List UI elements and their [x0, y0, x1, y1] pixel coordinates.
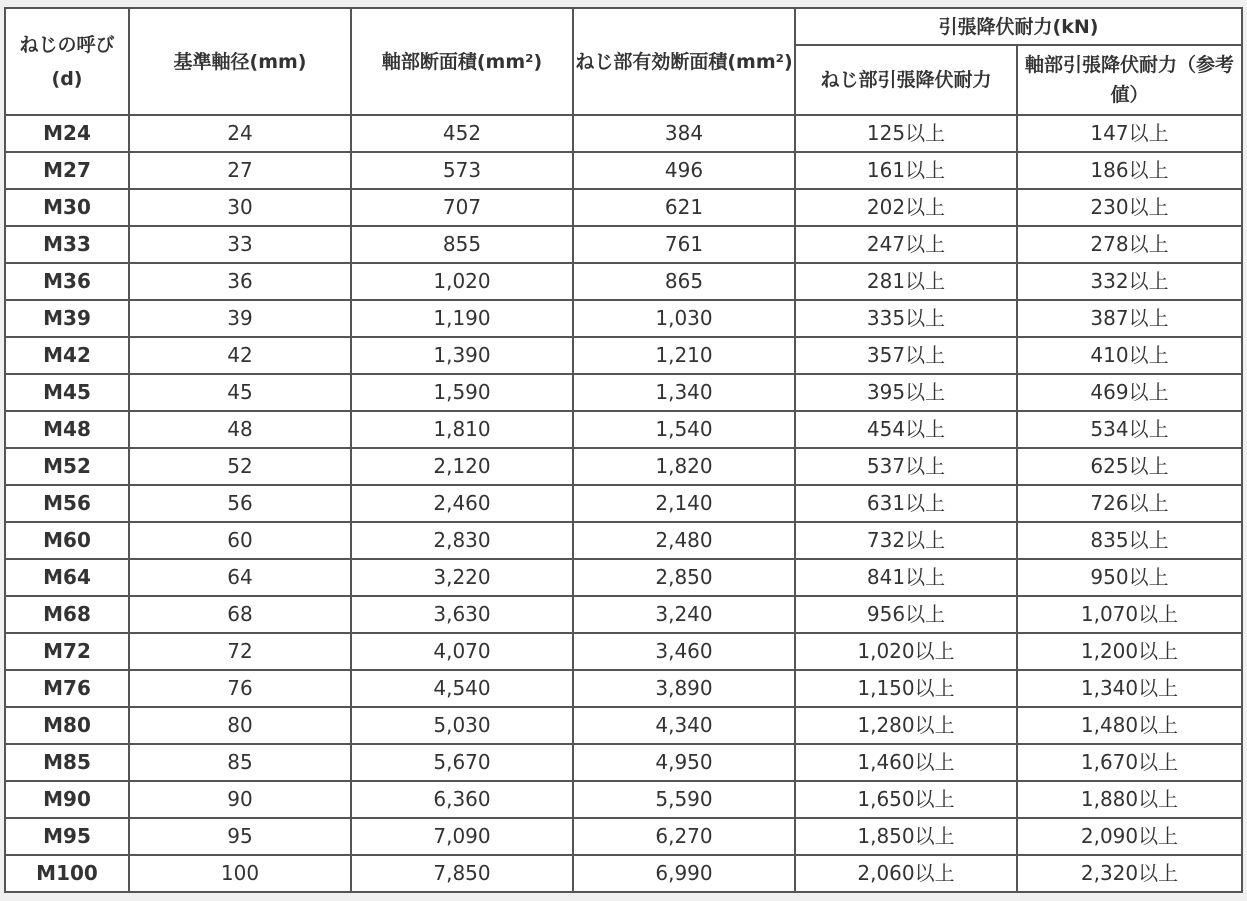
- table-cell: 27: [129, 152, 351, 189]
- table-cell: 72: [129, 633, 351, 670]
- table-row: [5, 189, 1242, 226]
- table-cell: 202以上: [795, 189, 1017, 226]
- table-cell: 2,320以上: [1017, 855, 1242, 892]
- table-cell: 384: [573, 115, 795, 152]
- header-diameter: 基準軸径(mm): [129, 8, 351, 115]
- table-cell: 247以上: [795, 226, 1017, 263]
- table-cell: 454以上: [795, 411, 1017, 448]
- table-cell: 7,850: [351, 855, 573, 892]
- table-cell: 534以上: [1017, 411, 1242, 448]
- row-nominal-cell: M95: [5, 818, 129, 855]
- row-nominal-cell: M45: [5, 374, 129, 411]
- table-row: [5, 226, 1242, 263]
- table-cell: 761: [573, 226, 795, 263]
- header-thread-area: ねじ部有効断面積(mm²): [573, 8, 795, 115]
- header-thread-yield: ねじ部引張降伏耐力: [795, 45, 1017, 115]
- table-cell: 855: [351, 226, 573, 263]
- table-row: [5, 559, 1242, 596]
- table-cell: 707: [351, 189, 573, 226]
- table-cell: 1,340: [573, 374, 795, 411]
- table-cell: 1,810: [351, 411, 573, 448]
- table-cell: 2,060以上: [795, 855, 1017, 892]
- table-cell: 841以上: [795, 559, 1017, 596]
- table-cell: 387以上: [1017, 300, 1242, 337]
- table-cell: 2,480: [573, 522, 795, 559]
- table-cell: 950以上: [1017, 559, 1242, 596]
- table-row: [5, 374, 1242, 411]
- table-row: [5, 448, 1242, 485]
- table-cell: 469以上: [1017, 374, 1242, 411]
- table-cell: 3,890: [573, 670, 795, 707]
- table-cell: 1,070以上: [1017, 596, 1242, 633]
- table-header: [5, 8, 1242, 115]
- row-nominal-cell: M76: [5, 670, 129, 707]
- bolt-spec-table: [4, 7, 1243, 893]
- table-row: [5, 115, 1242, 152]
- table-row: [5, 670, 1242, 707]
- table-cell: 2,460: [351, 485, 573, 522]
- table-cell: 281以上: [795, 263, 1017, 300]
- table-cell: 1,150以上: [795, 670, 1017, 707]
- table-cell: 95: [129, 818, 351, 855]
- table-cell: 1,340以上: [1017, 670, 1242, 707]
- row-nominal-cell: M60: [5, 522, 129, 559]
- table-cell: 186以上: [1017, 152, 1242, 189]
- row-nominal-cell: M80: [5, 707, 129, 744]
- row-nominal-cell: M72: [5, 633, 129, 670]
- table-cell: 2,140: [573, 485, 795, 522]
- table-cell: 5,670: [351, 744, 573, 781]
- table-cell: 4,340: [573, 707, 795, 744]
- table-cell: 100: [129, 855, 351, 892]
- row-nominal-cell: M52: [5, 448, 129, 485]
- table-cell: 1,200以上: [1017, 633, 1242, 670]
- row-nominal-cell: M42: [5, 337, 129, 374]
- row-nominal-cell: M24: [5, 115, 129, 152]
- table-row: [5, 707, 1242, 744]
- table-row: [5, 855, 1242, 892]
- table-row: [5, 485, 1242, 522]
- row-nominal-cell: M56: [5, 485, 129, 522]
- table-cell: 1,030: [573, 300, 795, 337]
- table-cell: 2,850: [573, 559, 795, 596]
- table-row: [5, 781, 1242, 818]
- table-cell: 732以上: [795, 522, 1017, 559]
- table-cell: 6,360: [351, 781, 573, 818]
- table-cell: 1,670以上: [1017, 744, 1242, 781]
- row-nominal-cell: M27: [5, 152, 129, 189]
- table-cell: 85: [129, 744, 351, 781]
- table-cell: 48: [129, 411, 351, 448]
- table-cell: 3,460: [573, 633, 795, 670]
- header-shaft-area: 軸部断面積(mm²): [351, 8, 573, 115]
- table-cell: 52: [129, 448, 351, 485]
- table-row: [5, 744, 1242, 781]
- table-row: [5, 152, 1242, 189]
- table-cell: 1,280以上: [795, 707, 1017, 744]
- table-cell: 335以上: [795, 300, 1017, 337]
- table-cell: 1,820: [573, 448, 795, 485]
- table-cell: 4,540: [351, 670, 573, 707]
- table-row: [5, 633, 1242, 670]
- table-cell: 1,390: [351, 337, 573, 374]
- table-cell: 5,030: [351, 707, 573, 744]
- table-cell: 1,880以上: [1017, 781, 1242, 818]
- table-cell: 3,220: [351, 559, 573, 596]
- row-nominal-cell: M90: [5, 781, 129, 818]
- table-cell: 24: [129, 115, 351, 152]
- table-cell: 2,120: [351, 448, 573, 485]
- table-cell: 357以上: [795, 337, 1017, 374]
- table-cell: 36: [129, 263, 351, 300]
- table-cell: 1,850以上: [795, 818, 1017, 855]
- row-nominal-cell: M100: [5, 855, 129, 892]
- table-cell: 278以上: [1017, 226, 1242, 263]
- row-nominal-cell: M68: [5, 596, 129, 633]
- table-cell: 625以上: [1017, 448, 1242, 485]
- row-nominal-cell: M30: [5, 189, 129, 226]
- table-cell: 125以上: [795, 115, 1017, 152]
- table-cell: 631以上: [795, 485, 1017, 522]
- header-shaft-yield: 軸部引張降伏耐力（参考値）: [1017, 45, 1242, 115]
- table-cell: 1,480以上: [1017, 707, 1242, 744]
- table-row: [5, 263, 1242, 300]
- table-row: [5, 337, 1242, 374]
- table-cell: 1,540: [573, 411, 795, 448]
- row-nominal-cell: M39: [5, 300, 129, 337]
- table-cell: 7,090: [351, 818, 573, 855]
- table-cell: 1,210: [573, 337, 795, 374]
- table-cell: 64: [129, 559, 351, 596]
- table-row: [5, 818, 1242, 855]
- table-cell: 726以上: [1017, 485, 1242, 522]
- table-cell: 42: [129, 337, 351, 374]
- table-cell: 332以上: [1017, 263, 1242, 300]
- table-cell: 1,020以上: [795, 633, 1017, 670]
- header-yield-group: 引張降伏耐力(kN): [795, 8, 1242, 45]
- table-cell: 147以上: [1017, 115, 1242, 152]
- table-cell: 1,650以上: [795, 781, 1017, 818]
- header-nominal: ねじの呼び(d): [5, 8, 129, 115]
- table-cell: 865: [573, 263, 795, 300]
- table-cell: 6,270: [573, 818, 795, 855]
- table-row: [5, 596, 1242, 633]
- table-cell: 2,830: [351, 522, 573, 559]
- table-cell: 3,240: [573, 596, 795, 633]
- table-cell: 30: [129, 189, 351, 226]
- table-cell: 5,590: [573, 781, 795, 818]
- table-cell: 395以上: [795, 374, 1017, 411]
- table-row: [5, 300, 1242, 337]
- row-nominal-cell: M64: [5, 559, 129, 596]
- table-cell: 39: [129, 300, 351, 337]
- table-cell: 621: [573, 189, 795, 226]
- table-cell: 33: [129, 226, 351, 263]
- table-cell: 80: [129, 707, 351, 744]
- table-cell: 68: [129, 596, 351, 633]
- table-cell: 56: [129, 485, 351, 522]
- table-cell: 230以上: [1017, 189, 1242, 226]
- table-cell: 452: [351, 115, 573, 152]
- table-cell: 4,070: [351, 633, 573, 670]
- table-cell: 60: [129, 522, 351, 559]
- table-container: [4, 7, 1243, 893]
- table-cell: 76: [129, 670, 351, 707]
- table-body: [5, 115, 1242, 892]
- table-cell: 45: [129, 374, 351, 411]
- header-row-1: [5, 8, 1242, 45]
- table-row: [5, 522, 1242, 559]
- table-cell: 537以上: [795, 448, 1017, 485]
- table-cell: 410以上: [1017, 337, 1242, 374]
- table-cell: 573: [351, 152, 573, 189]
- table-cell: 3,630: [351, 596, 573, 633]
- table-cell: 835以上: [1017, 522, 1242, 559]
- table-cell: 4,950: [573, 744, 795, 781]
- table-cell: 1,190: [351, 300, 573, 337]
- table-cell: 956以上: [795, 596, 1017, 633]
- row-nominal-cell: M48: [5, 411, 129, 448]
- table-cell: 1,020: [351, 263, 573, 300]
- table-cell: 1,460以上: [795, 744, 1017, 781]
- table-cell: 1,590: [351, 374, 573, 411]
- table-cell: 6,990: [573, 855, 795, 892]
- row-nominal-cell: M33: [5, 226, 129, 263]
- row-nominal-cell: M85: [5, 744, 129, 781]
- table-cell: 496: [573, 152, 795, 189]
- table-cell: 2,090以上: [1017, 818, 1242, 855]
- table-row: [5, 411, 1242, 448]
- row-nominal-cell: M36: [5, 263, 129, 300]
- table-cell: 161以上: [795, 152, 1017, 189]
- table-cell: 90: [129, 781, 351, 818]
